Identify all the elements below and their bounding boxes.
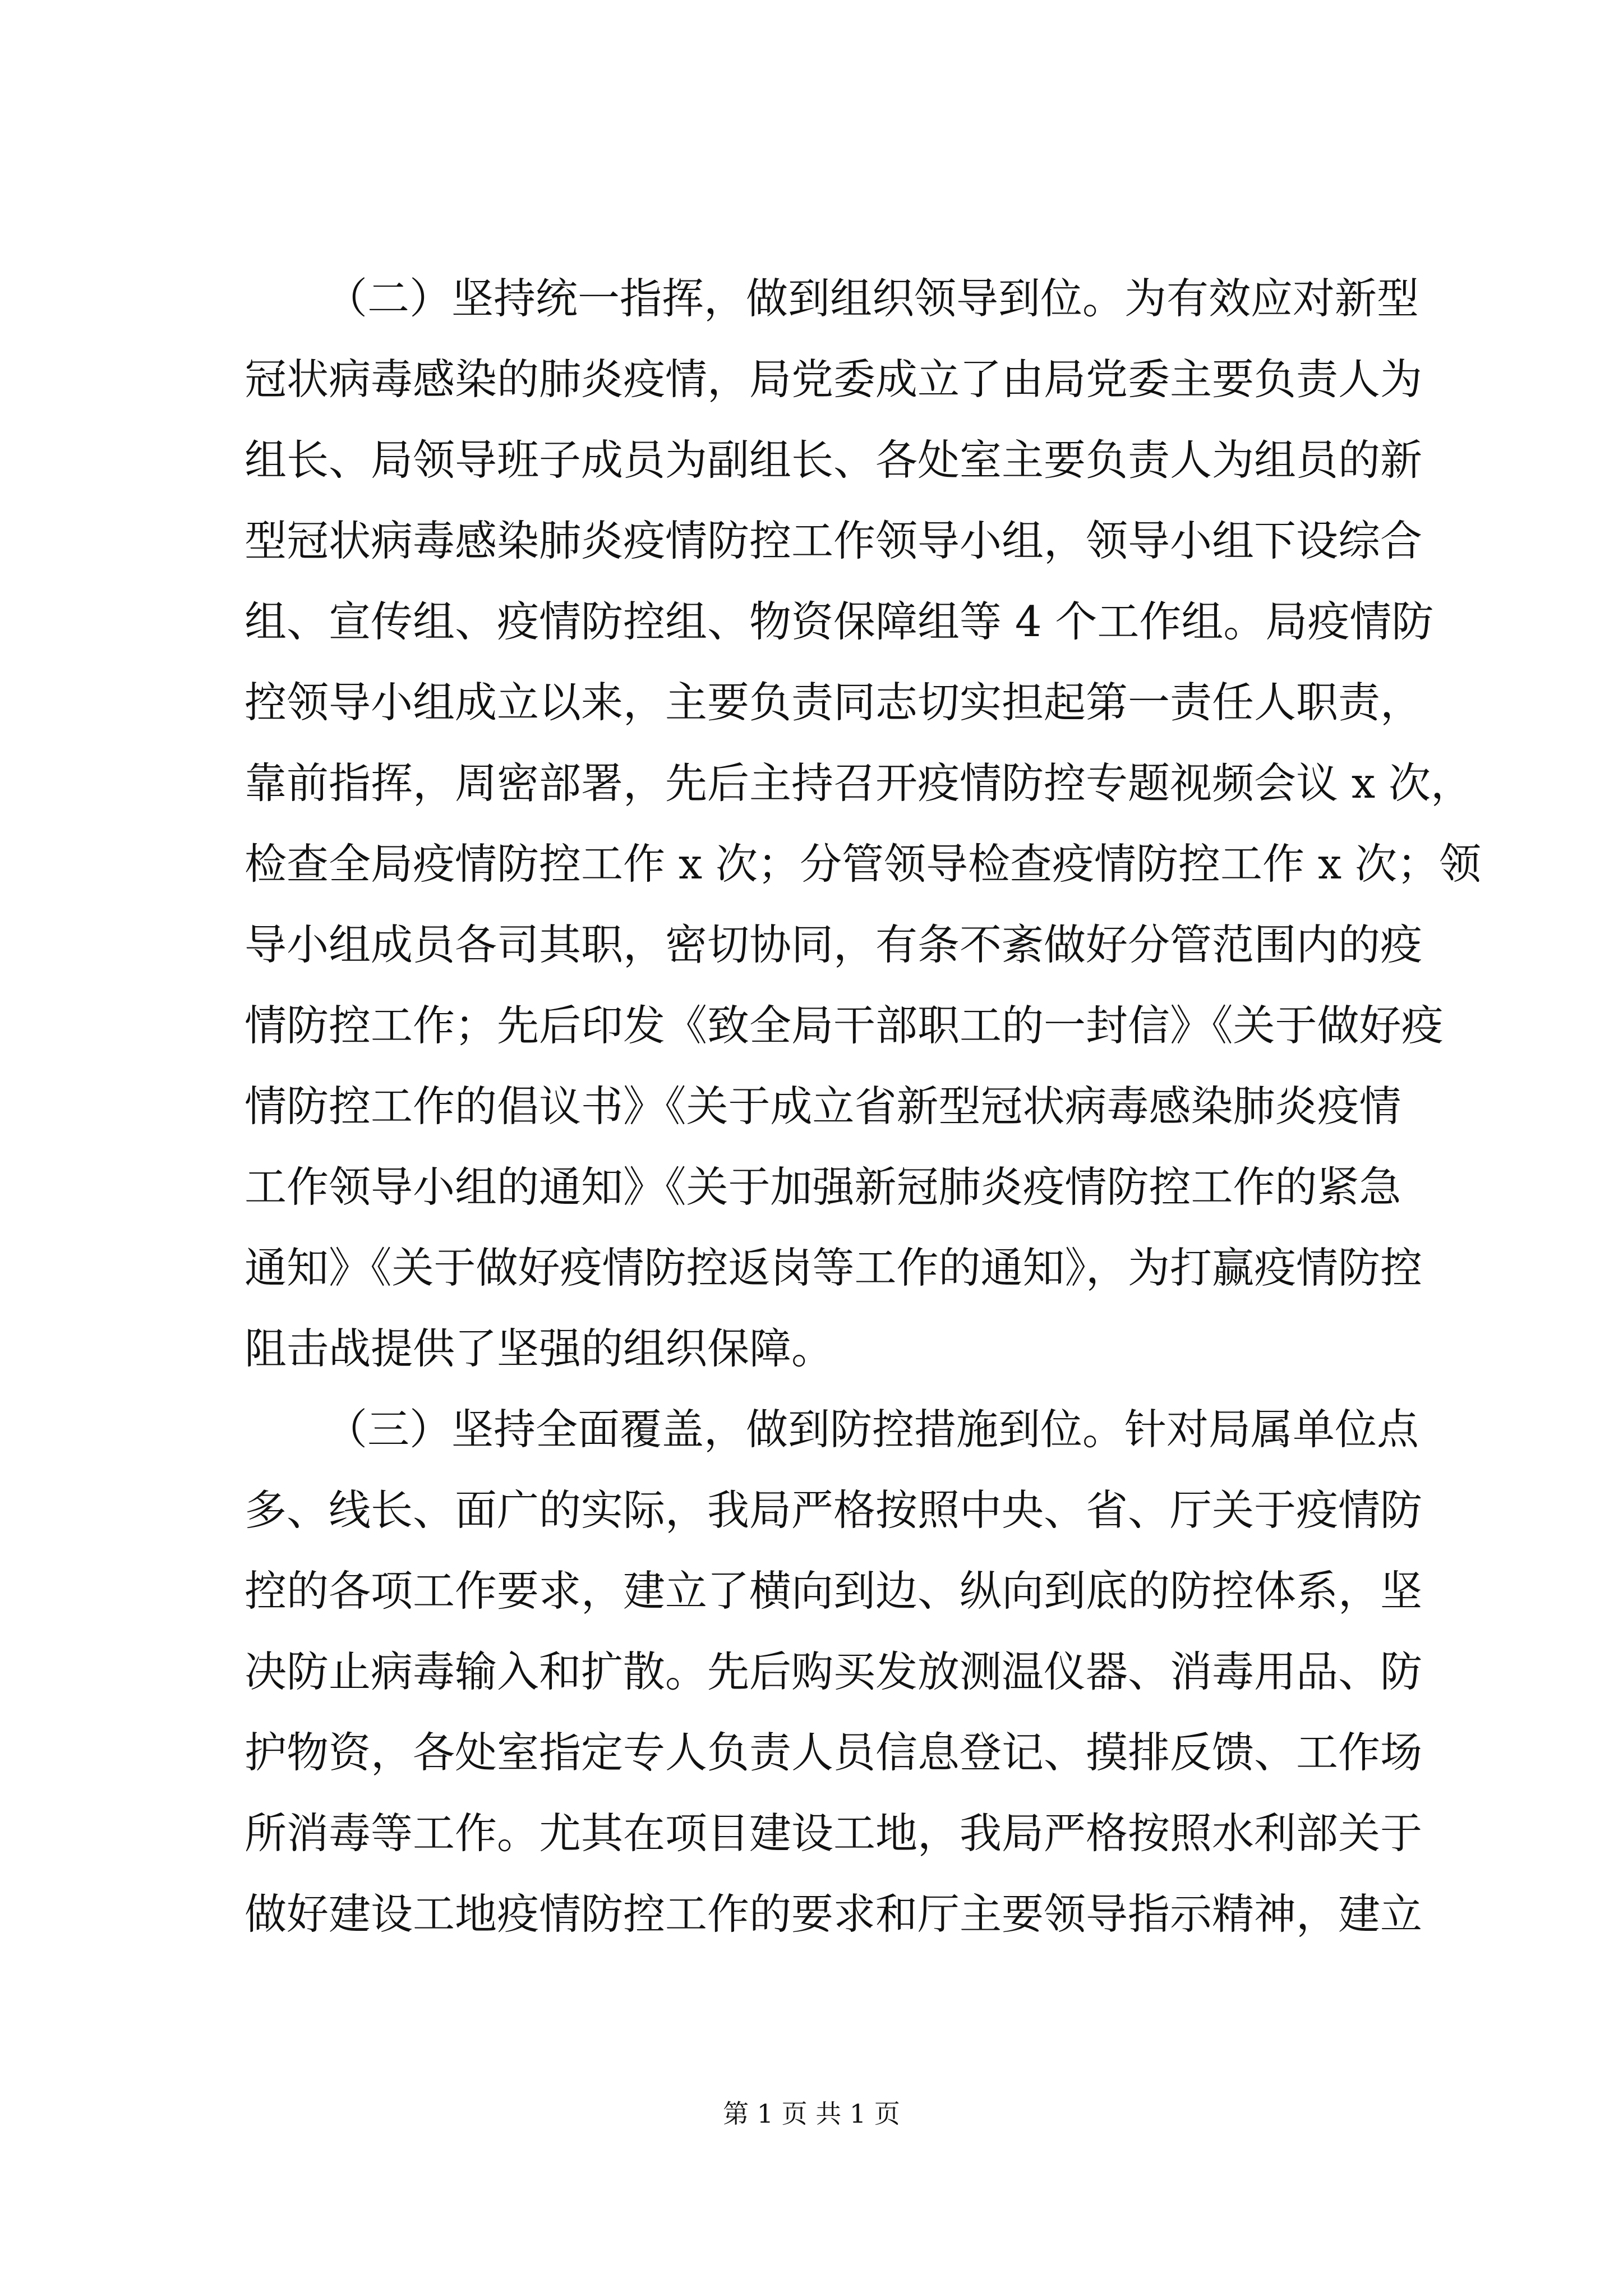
paragraph-2-line-6: 控领导小组成立以来，主要负责同志切实担起第一责任人职责，: [245, 678, 1423, 727]
paragraph-2-line-7: 靠前指挥，周密部署，先后主持召开疫情防控专题视频会议 x 次，: [245, 758, 1473, 808]
paragraph-2-line-14: 阻击战提供了坚强的组织保障。: [245, 1324, 834, 1373]
paragraph-2-line-13: 通知》《关于做好疫情防控返岗等工作的通知》，为打赢疫情防控: [245, 1243, 1423, 1292]
paragraph-3-line-6: 所消毒等工作。尤其在项目建设工地，我局严格按照水利部关于: [245, 1809, 1423, 1858]
paragraph-2-line-1: （二）坚持统一指挥，做到组织领导到位。为有效应对新型: [325, 274, 1419, 323]
body-text: [245, 258, 1481, 1954]
page-number-footer: 第 1 页 共 1 页: [723, 2099, 900, 2129]
paragraph-2-line-9: 导小组成员各司其职，密切协同，有条不紊做好分管范围内的疫: [245, 920, 1423, 969]
paragraph-2-line-11: 情防控工作的倡议书》《关于成立省新型冠状病毒感染肺炎疫情: [245, 1082, 1401, 1131]
paragraph-3-line-2: 多、线长、面广的实际，我局严格按照中央、省、厅关于疫情防: [245, 1485, 1423, 1535]
paragraph-2-line-3: 组长、局领导班子成员为副组长、各处室主要负责人为组员的新: [245, 435, 1423, 485]
paragraph-2-line-10: 情防控工作；先后印发《致全局干部职工的一封信》《关于做好疫: [245, 1001, 1444, 1050]
paragraph-2-line-2: 冠状病毒感染的肺炎疫情，局党委成立了由局党委主要负责人为: [245, 355, 1423, 404]
paragraph-2-line-5: 组、宣传组、疫情防控组、物资保障组等 4 个工作组。局疫情防: [245, 597, 1434, 646]
paragraph-2-line-12: 工作领导小组的通知》《关于加强新冠肺炎疫情防控工作的紧急: [245, 1162, 1401, 1212]
paragraph-2-line-8: 检查全局疫情防控工作 x 次；分管领导检查疫情防控工作 x 次；领: [245, 839, 1481, 889]
paragraph-3-line-5: 护物资，各处室指定专人负责人员信息登记、摸排反馈、工作场: [245, 1728, 1423, 1777]
paragraph-3-line-1: （三）坚持全面覆盖，做到防控措施到位。针对局属单位点: [325, 1405, 1419, 1454]
paragraph-3-line-7: 做好建设工地疫情防控工作的要求和厅主要领导指示精神，建立: [245, 1889, 1423, 1939]
paragraph-3-line-3: 控的各项工作要求，建立了横向到边、纵向到底的防控体系，坚: [245, 1566, 1423, 1616]
paragraph-2-line-4: 型冠状病毒感染肺炎疫情防控工作领导小组，领导小组下设综合: [245, 516, 1423, 565]
paragraph-3-line-4: 决防止病毒输入和扩散。先后购买发放测温仪器、消毒用品、防: [245, 1647, 1423, 1696]
